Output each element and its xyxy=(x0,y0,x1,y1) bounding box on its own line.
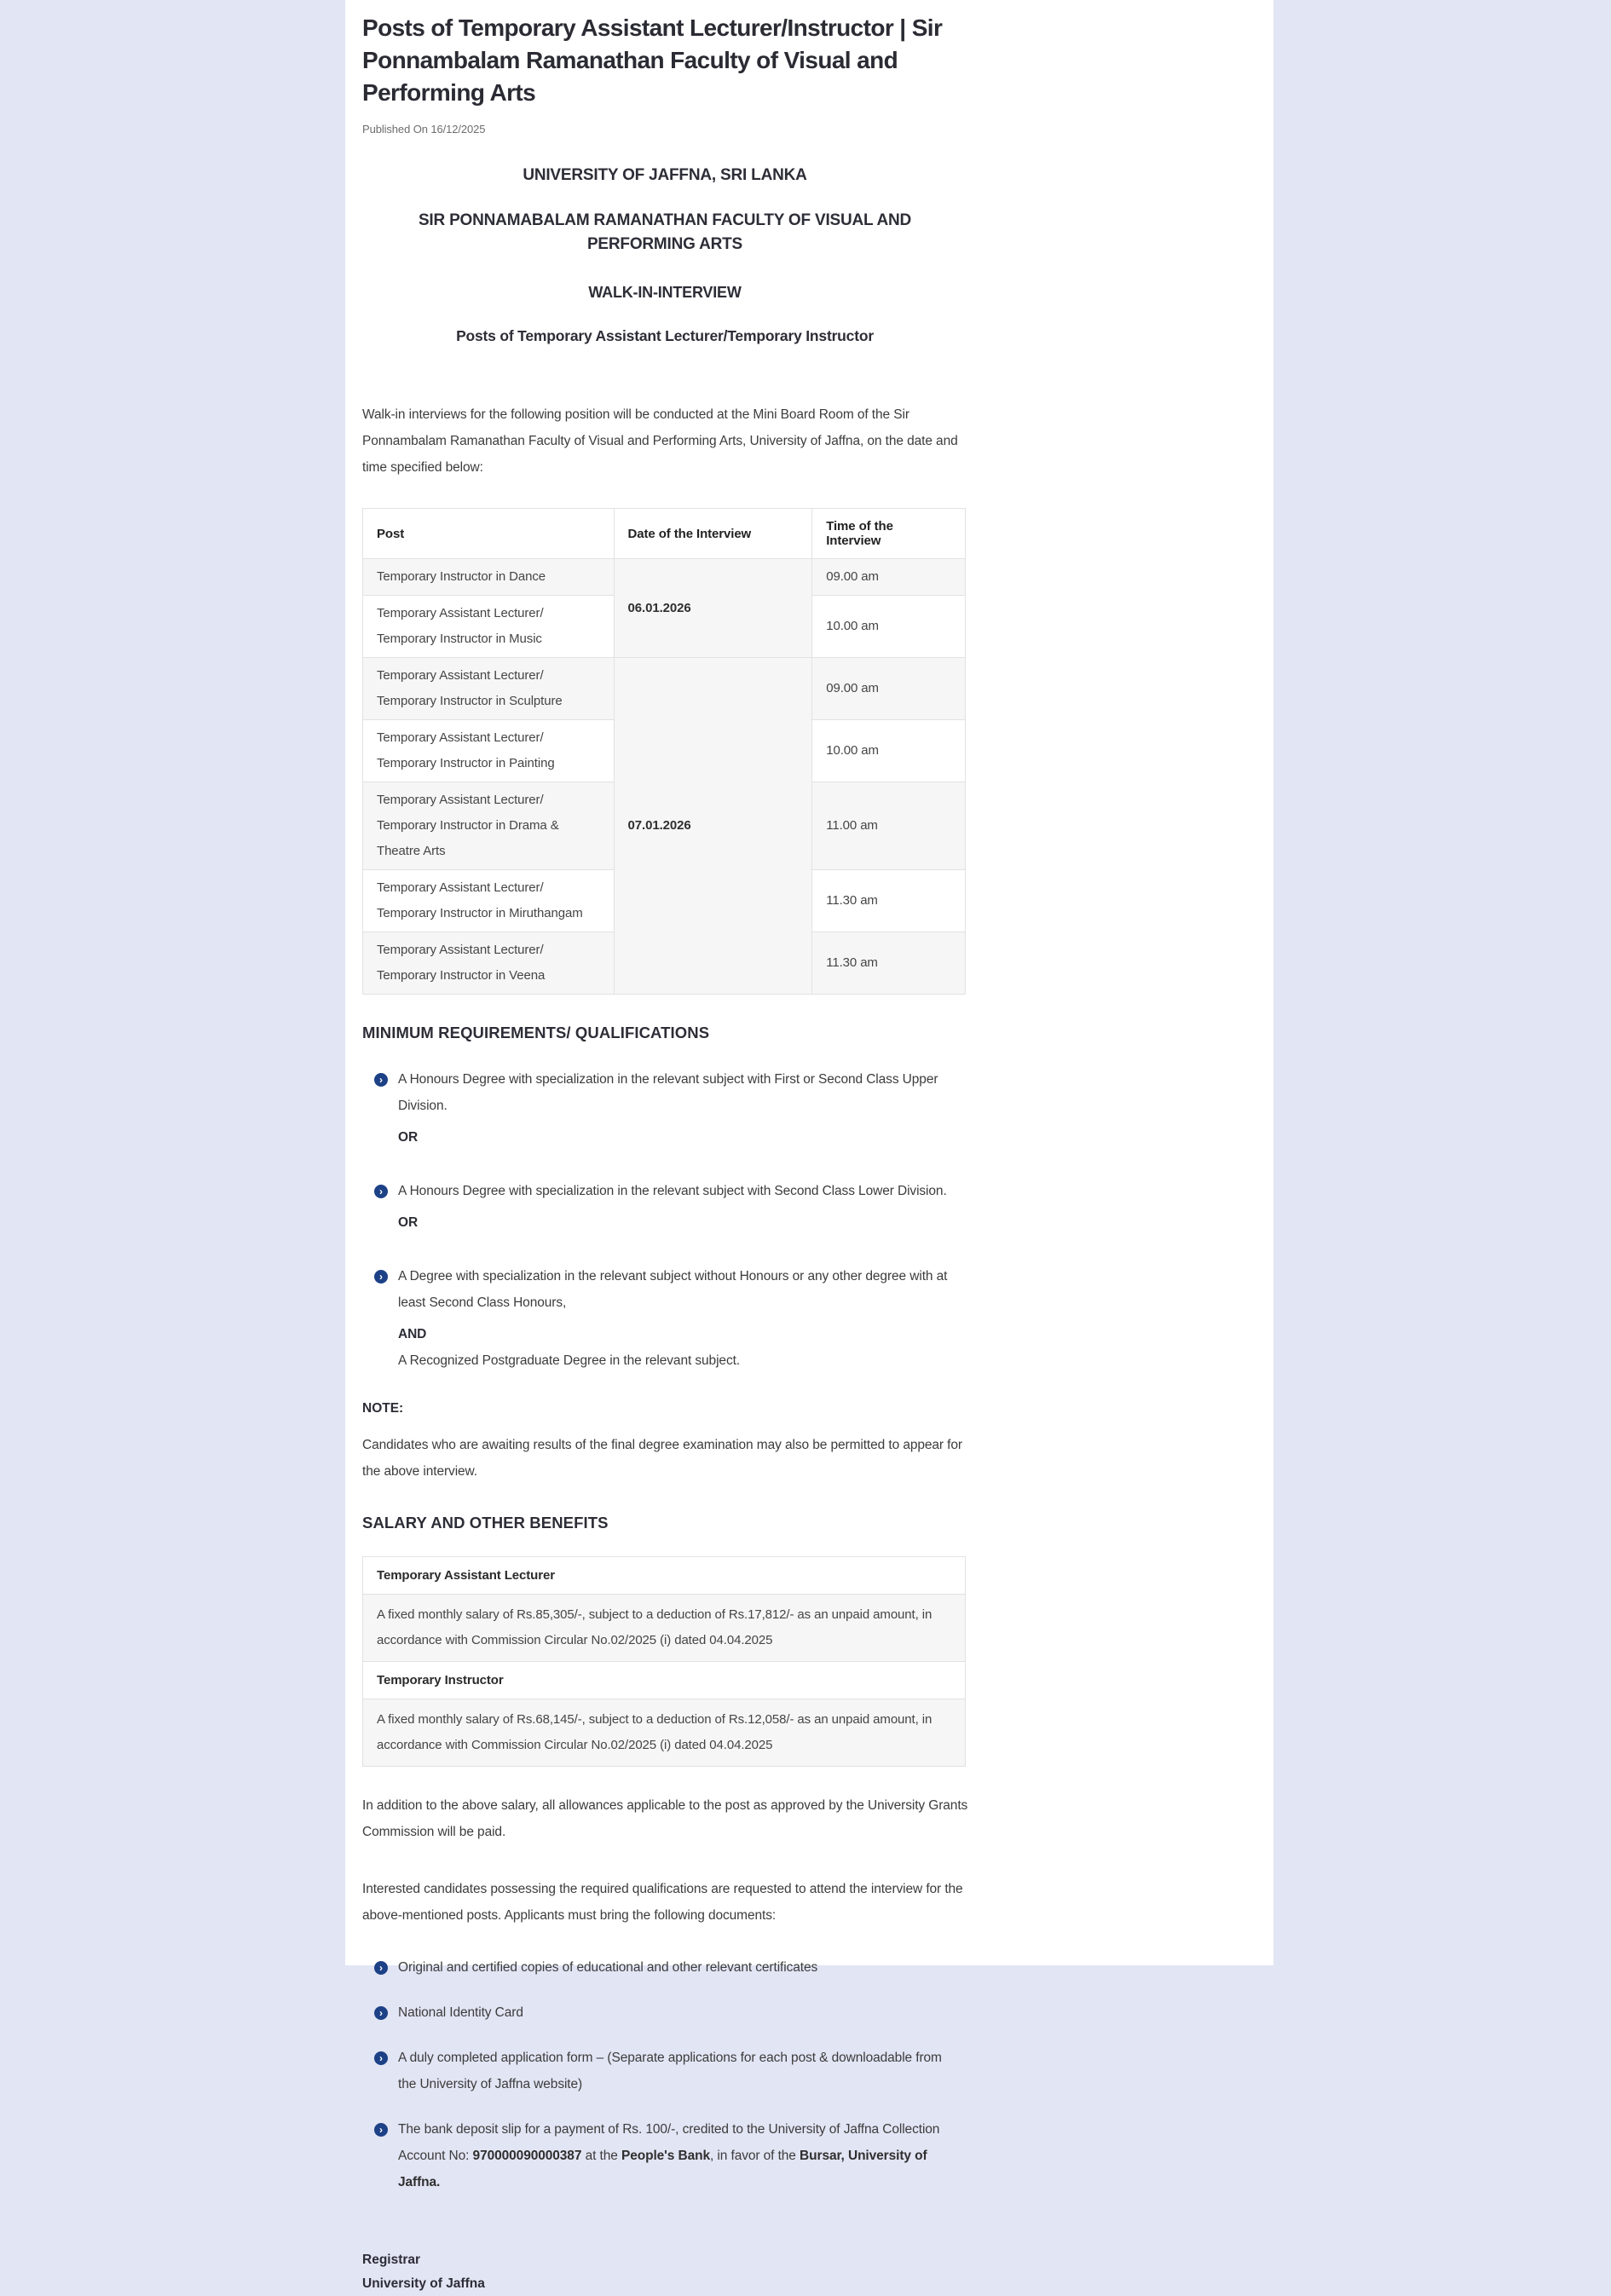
bank-item-segment: , in favor of the xyxy=(710,2149,800,2163)
date-cell: 07.01.2026 xyxy=(614,658,812,995)
bank-favor-of: Bursar, University of Jaffna. xyxy=(398,2149,927,2189)
time-cell: 10.00 am xyxy=(812,596,966,658)
list-item xyxy=(374,2116,967,2195)
intro-paragraph: Walk-in interviews for the following position will be conducted at the Mini Board Room of the Sir Ponnambalam Ramanathan Faculty of Visual and Performing Arts, University of Jaffna, on the date and time specified below: xyxy=(362,407,958,475)
table-row xyxy=(363,1595,966,1662)
chevron-bullet-icon: › xyxy=(374,1270,388,1284)
column-header-post: Post xyxy=(363,509,615,559)
time-cell: 11.00 am xyxy=(812,782,966,870)
document-item-text xyxy=(398,2116,952,2195)
requirement-text: A Honours Degree with specialization in the relevant subject with Second Class Lower Division. xyxy=(398,1184,947,1198)
list-item xyxy=(374,2045,967,2097)
bank-item-segment: The bank deposit slip for a payment of Rs. 100/-, credited to the University of Jaffna Collection Account No: xyxy=(398,2122,940,2163)
documents-intro-paragraph: Interested candidates possessing the required qualifications are requested to attend the interview for the above-mentioned posts. Applicants must bring the following documents: xyxy=(362,1882,963,1923)
post-cell: Temporary Assistant Lecturer/ Temporary Instructor in Drama & Theatre Arts xyxy=(363,782,615,870)
requirements-heading: MINIMUM REQUIREMENTS/ QUALIFICATIONS xyxy=(362,1024,710,1041)
time-cell: 10.00 am xyxy=(812,720,966,782)
bank-account-number: 970000090000387 xyxy=(472,2149,582,2163)
table-row xyxy=(363,1557,966,1595)
time-cell: 09.00 am xyxy=(812,559,966,596)
chevron-bullet-icon: › xyxy=(374,1185,388,1198)
requirement-connector: OR xyxy=(398,1130,419,1145)
chevron-bullet-icon: › xyxy=(374,2051,388,2065)
post-cell: Temporary Instructor in Dance xyxy=(363,559,615,596)
post-cell: Temporary Assistant Lecturer/ Temporary Instructor in Music xyxy=(363,596,615,658)
chevron-bullet-icon: › xyxy=(374,2006,388,2020)
list-item xyxy=(374,1999,967,2026)
allowances-paragraph: In addition to the above salary, all allowances applicable to the post as approved by the University Grants Commission will be paid. xyxy=(362,1798,968,1839)
page-title: Posts of Temporary Assistant Lecturer/Instructor | Sir Ponnambalam Ramanathan Faculty of Visual and Performing Arts xyxy=(362,14,943,106)
requirement-text: A Degree with specialization in the relevant subject without Honours or any other degree with at least Second Class Honours, xyxy=(398,1269,948,1310)
time-cell: 09.00 am xyxy=(812,658,966,720)
requirement-connector: OR xyxy=(398,1215,419,1230)
walk-in-interview-heading: WALK-IN-INTERVIEW xyxy=(588,284,742,301)
salary-table xyxy=(362,1556,966,1767)
document-item-text: Original and certified copies of educational and other relevant certificates xyxy=(398,1960,818,1975)
university-name: UNIVERSITY OF JAFFNA, SRI LANKA xyxy=(523,166,807,184)
post-cell: Temporary Assistant Lecturer/ Temporary Instructor in Veena xyxy=(363,932,615,995)
table-row xyxy=(363,658,966,720)
note-paragraph: Candidates who are awaiting results of the final degree examination may also be permitted to appear for the above interview. xyxy=(362,1438,962,1479)
salary-detail: A fixed monthly salary of Rs.68,145/-, subject to a deduction of Rs.12,058/- as an unpaid amount, in accordance with Commission Circular No.02/2025 (i) dated 04.04.2025 xyxy=(363,1699,966,1767)
published-date: Published On 16/12/2025 xyxy=(362,123,486,136)
post-cell: Temporary Assistant Lecturer/ Temporary Instructor in Sculpture xyxy=(363,658,615,720)
time-cell: 11.30 am xyxy=(812,870,966,932)
post-cell: Temporary Assistant Lecturer/ Temporary Instructor in Painting xyxy=(363,720,615,782)
requirement-connector: AND xyxy=(398,1327,427,1341)
chevron-bullet-icon: › xyxy=(374,1961,388,1975)
date-cell: 06.01.2026 xyxy=(614,559,812,658)
list-item xyxy=(374,1263,967,1374)
faculty-name: SIR PONNAMABALAM RAMANATHAN FACULTY OF VISUAL AND PERFORMING ARTS xyxy=(418,211,912,253)
content-sheet xyxy=(345,0,1273,2291)
table-row xyxy=(363,1662,966,1699)
salary-post-title: Temporary Instructor xyxy=(363,1662,966,1699)
table-row xyxy=(363,1699,966,1767)
table-row xyxy=(363,559,966,596)
requirement-text: A Honours Degree with specialization in the relevant subject with First or Second Class Upper Division. xyxy=(398,1072,938,1113)
signature-block xyxy=(362,2248,967,2296)
article-content xyxy=(345,0,967,2296)
salary-detail: A fixed monthly salary of Rs.85,305/-, subject to a deduction of Rs.17,812/- as an unpaid amount, in accordance with Commission Circular No.02/2025 (i) dated 04.04.2025 xyxy=(363,1595,966,1662)
column-header-date: Date of the Interview xyxy=(614,509,812,559)
list-item xyxy=(374,1178,967,1236)
documents-list xyxy=(362,1954,967,2195)
bank-item-segment: at the xyxy=(581,2149,621,2163)
bank-name: People's Bank xyxy=(621,2149,710,2163)
list-item xyxy=(374,1954,967,1981)
posts-subtitle: Posts of Temporary Assistant Lecturer/Temporary Instructor xyxy=(456,327,874,344)
signature-org: University of Jaffna xyxy=(362,2276,485,2291)
requirements-list xyxy=(362,1066,967,1374)
document-item-text: A duly completed application form – (Separate applications for each post & downloadable from the University of Jaffna website) xyxy=(398,2051,942,2091)
document-item-text: National Identity Card xyxy=(398,2005,523,2020)
requirement-addendum: A Recognized Postgraduate Degree in the relevant subject. xyxy=(398,1353,741,1368)
note-heading: NOTE: xyxy=(362,1401,404,1416)
salary-heading: SALARY AND OTHER BENEFITS xyxy=(362,1514,609,1532)
list-item xyxy=(374,1066,967,1151)
interview-schedule-table xyxy=(362,508,966,995)
chevron-bullet-icon: › xyxy=(374,1073,388,1087)
time-cell: 11.30 am xyxy=(812,932,966,995)
chevron-bullet-icon: › xyxy=(374,2123,388,2137)
table-header-row xyxy=(363,509,966,559)
salary-post-title: Temporary Assistant Lecturer xyxy=(363,1557,966,1595)
column-header-time: Time of the Interview xyxy=(812,509,966,559)
post-cell: Temporary Assistant Lecturer/ Temporary Instructor in Miruthangam xyxy=(363,870,615,932)
signature-name: Registrar xyxy=(362,2253,421,2267)
